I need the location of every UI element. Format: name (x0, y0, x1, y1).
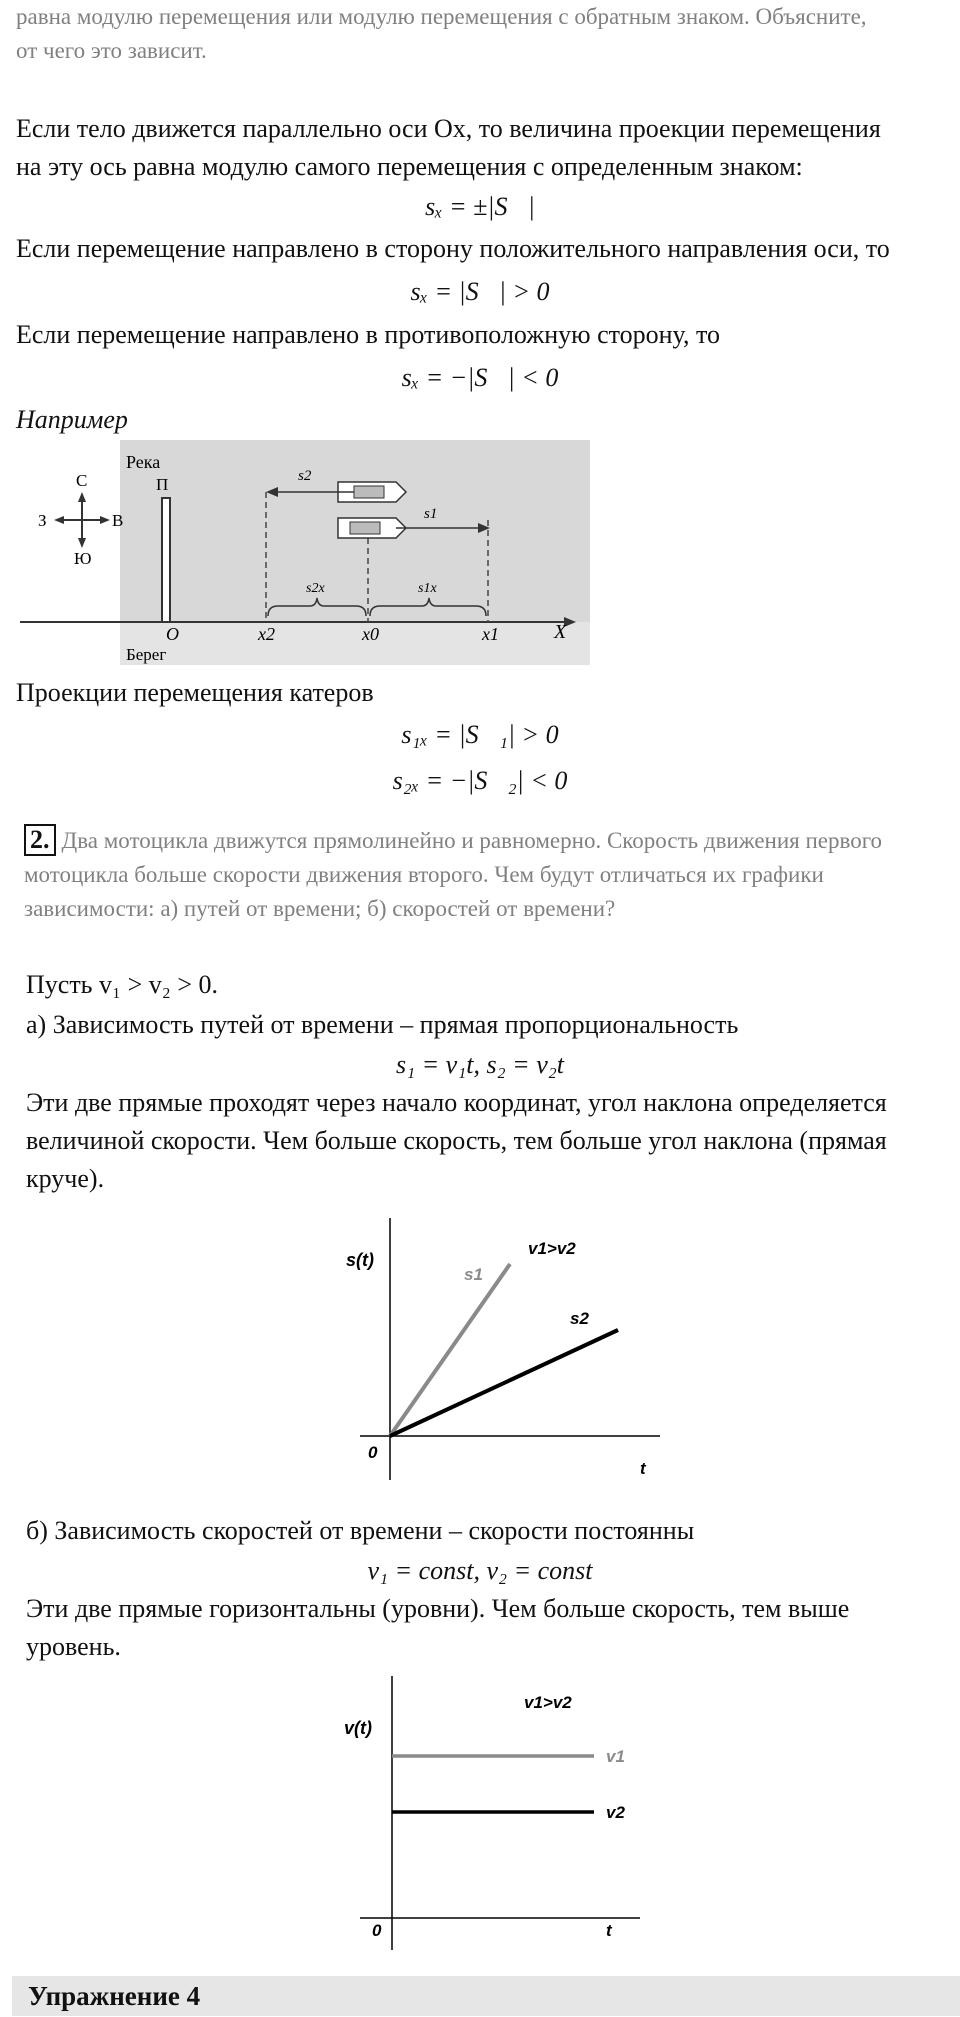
axis-x-label: X (554, 621, 567, 643)
intro-line-1: равна модулю перемещения или модулю перемещения с обратным знаком. Объясните, (16, 4, 867, 29)
projections-label: Проекции перемещения катеров (16, 678, 374, 707)
intro-line-2: от чего это зависит. (16, 38, 207, 63)
graph-s-origin: 0 (368, 1443, 378, 1462)
graph-v-condition: v1>v2 (524, 1693, 572, 1712)
answer2-b-text-line1: Эти две прямые горизонтальны (уровни). Чем больше скорость, тем выше (26, 1594, 850, 1623)
answer2-a-formula: s₁ = v₁t, s₂ = v₂t (395, 1050, 564, 1079)
boat-1-icon (338, 518, 406, 538)
problem-2-line-2: мотоцикла больше скорости движения второго. Чем будут отличаться их графики (24, 862, 824, 887)
answer1-p1-line1: Если тело движется параллельно оси Ox, то величина проекции перемещения (16, 114, 881, 143)
graph-s-label-s2: s2 (570, 1309, 589, 1328)
answer2-a-text-line3: круче). (26, 1164, 105, 1193)
problem-2-line-1: Два мотоцикла движутся прямолинейно и равномерно. Скорость движения первого (61, 828, 883, 853)
x2-label: x2 (258, 624, 275, 644)
graph-v-label-v1: v1 (606, 1747, 625, 1766)
answer1-paragraph-2: Если перемещение направлено в сторону положительного направления оси, то (16, 234, 890, 263)
formula-sx-negative: sₓ = −|S⃗| < 0 (401, 363, 559, 392)
problem-2 (24, 824, 954, 926)
answer2-a-text-line1: Эти две прямые проходят через начало координат, угол наклона определяется (26, 1088, 887, 1117)
graph-v-xlabel: t (606, 1921, 612, 1940)
river-figure (20, 440, 590, 665)
answer1-paragraph-3: Если перемещение направлено в противоположную сторону, то (16, 320, 720, 349)
example-label: Например (16, 405, 128, 434)
pier-label: П (156, 475, 169, 494)
graph-v-ylabel: v(t) (344, 1718, 372, 1738)
graph-s-t (330, 1210, 670, 1500)
s1-label: s1 (424, 506, 438, 522)
problem-number: 2. (24, 824, 56, 856)
x0-label: x0 (362, 624, 379, 644)
compass-south: Ю (74, 549, 92, 568)
s1x-label: s1x (418, 581, 437, 596)
s2-label: s2 (298, 468, 312, 484)
answer1-paragraph-1 (16, 110, 956, 186)
pier-post (162, 498, 170, 622)
graph-s-ylabel: s(t) (346, 1250, 374, 1270)
formula-sx-positive: sₓ = |S⃗| > 0 (410, 277, 550, 306)
answer1-p1-line2: на эту ось равна модулю самого перемещения с определенным знаком: (16, 152, 803, 181)
formula-s2x: s₂ₓ = −|S⃗₂| < 0 (392, 766, 568, 795)
river-label: Река (126, 452, 161, 472)
formula-sx-abs: sₓ = ±|S⃗| (425, 192, 535, 221)
graph-s-condition: v1>v2 (528, 1239, 576, 1258)
compass-west: З (38, 511, 47, 530)
compass-north: С (76, 471, 88, 490)
graph-v-origin: 0 (372, 1921, 382, 1940)
graph-v-label-v2: v2 (606, 1803, 625, 1822)
answer2-b-text-line2: уровень. (26, 1632, 121, 1661)
formula-s1x: s₁ₓ = |S⃗₁| > 0 (401, 720, 559, 749)
intro-text (16, 0, 946, 68)
exercise-header: Упражнение 4 (12, 1976, 960, 2016)
graph-v-t (330, 1672, 660, 1962)
answer2-a-text (26, 1084, 956, 1198)
problem-2-line-3: зависимости: а) путей от времени; б) скоростей от времени? (24, 896, 616, 921)
answer2-a-text-line2: величиной скорости. Чем больше скорость, тем больше угол наклона (прямая (26, 1126, 887, 1155)
x1-label: x1 (482, 624, 499, 644)
answer2-let: Пусть v₁ > v₂ > 0. (26, 970, 218, 999)
graph-s-label-s1: s1 (464, 1265, 483, 1284)
shore-label: Берег (126, 645, 167, 664)
answer2-b-formula: v₁ = const, v₂ = const (367, 1556, 593, 1585)
answer2-b-title: б) Зависимость скоростей от времени – скорости постоянны (26, 1516, 695, 1545)
graph-s-xlabel: t (640, 1459, 646, 1478)
answer2-a-title: а) Зависимость путей от времени – прямая пропорциональность (26, 1010, 739, 1039)
compass-east: В (112, 511, 124, 530)
origin-label: O (166, 624, 179, 644)
graph-s-line-s2 (390, 1330, 618, 1436)
compass-icon (54, 492, 110, 548)
answer2-b-text (26, 1590, 956, 1666)
s2x-label: s2x (306, 581, 325, 596)
